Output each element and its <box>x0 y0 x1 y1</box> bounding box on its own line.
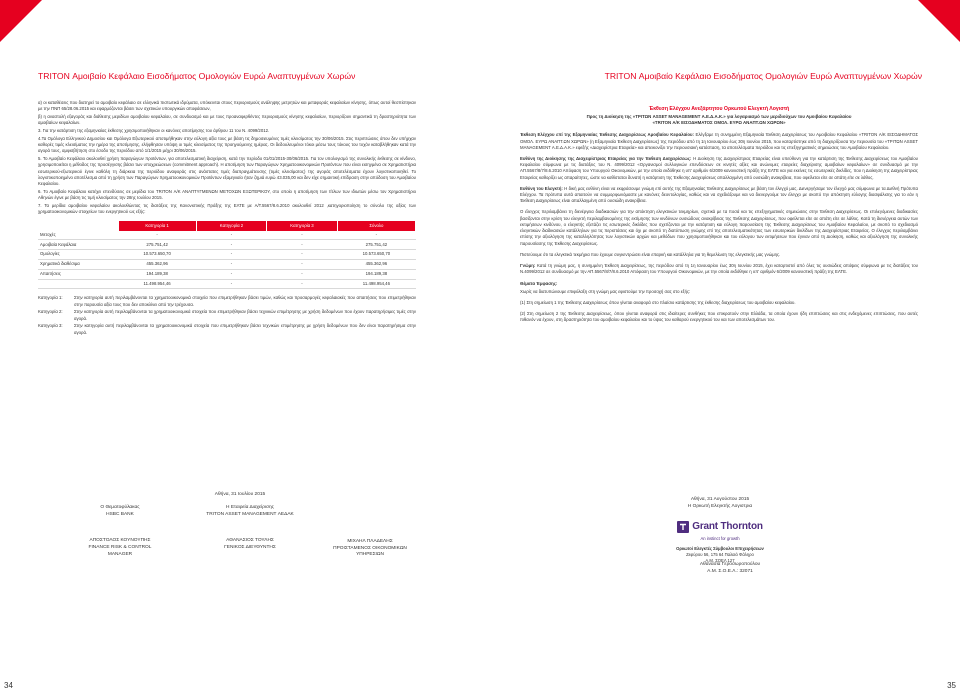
auditor-role: Η Ορκωτή Ελεγκτής Λογιστρια <box>687 503 753 509</box>
auditor-name: Αθανασία Γεροσωροπούλου <box>699 562 761 567</box>
table-row <box>38 231 416 240</box>
report-title: Έκθεση Ελέγχου Ανεξάρτητου Ορκωτού Ελεγκτή Λογιστή <box>648 106 790 112</box>
table-cell: - <box>267 279 338 289</box>
auditor-signature <box>610 562 850 575</box>
spacer <box>300 505 440 519</box>
table-cell: 10.573.650,70 <box>118 250 196 260</box>
corner-accent <box>0 0 42 42</box>
table-cell: - <box>118 231 196 240</box>
row-label: Απαιτήσεις <box>38 269 118 279</box>
table-row <box>38 259 416 269</box>
corner-accent <box>918 0 960 42</box>
note-paragraph: β) η αναστολή εξαγοράς και διάθεσης μεριδίων αμοιβαίου κεφαλαίου, σε συνδυασμό και με τους προαναφερθέντες περιορισμούς κίνησης κεφαλαίων, περιορίζουν σημαντικά τη δραστηριότητα των αμοιβαίων κεφαλαίων. <box>38 114 416 126</box>
report-paragraph <box>520 156 918 181</box>
report-fund: «TRITON Α/Κ ΕΙΣΟΔΗΜΑΤΟΣ ΟΜΟΛ. ΕΥΡΩ ΑΝΑΠΤ.ΩΝ ΧΩΡΩΝ» <box>652 119 786 125</box>
signer-title: ΠΡΟΙΣΤΑΜΕΝΟΣ ΟΙΚΟΝΟΜΙΚΩΝ <box>333 545 407 551</box>
signer-org: HSBC BANK <box>106 511 134 517</box>
column-header: Κατηγορία 2 <box>196 221 267 230</box>
category-definitions <box>38 295 416 336</box>
signer-title: MANAGER <box>107 551 133 557</box>
column-header: Σύνολο <box>337 221 415 230</box>
paragraph-heading: Ευθύνη του Ελεγκτή: <box>520 185 563 191</box>
table-cell: 455.362,96 <box>337 259 415 269</box>
page-number: 35 <box>947 681 956 691</box>
signer-name: ΑΘΑΝΑΣΙΟΣ ΤΟΥΛΗΣ <box>226 538 274 544</box>
table-cell: - <box>267 250 338 260</box>
column-header: Κατηγορία 3 <box>267 221 338 230</box>
signer-role: Ο Θεματοφύλακας <box>100 505 140 510</box>
table-row <box>38 240 416 250</box>
paragraph-heading: Έκθεση Ελέγχου επί της Εξαμηνιαίας Έκθεσης Διαχειρίσεως Αμοιβαίου Κεφαλαίου: <box>520 132 694 138</box>
table-cell: - <box>196 250 267 260</box>
fair-value-table <box>38 221 416 289</box>
finance-signature <box>300 505 440 559</box>
firm-name: Ορκωτοί Ελεγκτές Σύμβουλοι Επιχειρήσεων <box>676 545 764 551</box>
table-cell: 194.189,38 <box>337 269 415 279</box>
signer-title: ΓΕΝΙΚΟΣ ΔΙΕΥΘΥΝΤΗΣ <box>224 545 276 551</box>
category-item <box>38 295 416 307</box>
category-key: Κατηγορία 1: <box>38 295 63 301</box>
notes-column <box>38 100 416 337</box>
paragraph-heading: Ευθύνη της Διοίκησης της Διαχειρίστριας Εταιρείας για την Έκθεση Διαχειρίσεως: <box>520 155 692 161</box>
emphasis-item: (2) Στη σημείωση 2 της Έκθεσης Διαχειρίσεως, όπου γίνεται αναφορά στις ιδιαίτερες συνθήκες που επικρατούν στην Ελλάδα, τα οποία έχουν ήδη επιπτώσεις και στις ενδεχόμενες επιπτώσεις, που αυτές πιθανόν να έχουν, στη δραστηριότητα του αμοιβαίου κεφαλαίου και το ύψος του καθαρού ενεργητικού του και των αποτελεσμάτων του. <box>520 311 918 323</box>
note-paragraph: 7. Τα μερίδια αμοιβαίου κεφαλαίου ακολουθώντας τις διατάξεις της Κανονιστικής Πράξης της ΕΛΤΕ με Α/Τ.5567/8.6.2010 ακολουθεί 2012 ,κατηγοριοποίηση το σύνολο της αξίας των χρηματοοικονομικών στοιχείων του ενεργητικού ως εξής: <box>38 202 416 215</box>
table-cell: - <box>196 259 267 269</box>
note-paragraph: α) οι καταθέσεις που διατηρεί το αμοιβαίο κεφάλαιο σε ελληνικά πιστωτικά ιδρύματα, υπόκεινται στους περιορισμούς ανάληψης μετρητών και μεταφοράς κεφαλαίων κίνησης, όπως αυτοί θεσπίστηκαν με την ΠΝΠ 65/28.06.2015 και εφαρμόζονται βάσει των σχετικών υπουργικών αποφάσεων, <box>38 100 416 112</box>
logo-wordmark: Grant Thornton <box>692 521 763 532</box>
category-key: Κατηγορία 3: <box>38 323 63 329</box>
report-paragraph: Πιστεύουμε ότι τα ελεγκτικά τεκμήρια που έχουμε συγκεντρώσει είναι επαρκή και κατάλληλα για τη θεμελίωση της ελεγκτικής μας γνώμης. <box>520 251 781 257</box>
table-cell: - <box>196 231 267 240</box>
signer-name: ΑΠΟΣΤΟΛΟΣ ΚΟΥΝΟΥΠΗΣ <box>89 538 151 544</box>
company-signature <box>180 505 320 552</box>
table-cell: - <box>267 269 338 279</box>
note-paragraph: 4.Τα Ομόλογα Ελληνικού Δημοσίου και Ομόλογα Εξωτερικού αποτιμήθηκαν στην εύλογη αξία τους με βάση τις δημοσιευμένες τιμές κλεισίματος την 30/06/2015. Στις περιπτώσεις όπου δεν υπήρχαν καθορές τιμές κλεισίματος την ημέρα της αποτίμησης, ελήφθησαν υπόψη οι τιμές κλεισίματος της προηγούμενης ημέρας. Οι δεδουλευμένοι τόκοι μέσω τους τόκους του τυχόν καταβλήθηκαν κατά την αγορά τους, αμφισβήτηση στο έσοδο της περιόδου από 1/1/2015 μέχρι 30/06/2015. <box>38 135 416 154</box>
paragraph-text: Κατά τη γνώμη μας, η συνημμένη Έκθεση Διαχειρίσεως, της περιόδου από τη 1η Ιανουαρίου έως 30η Ιουνίου 2015, έχει καταρτιστεί από όλες τις ουσιώδεις απόψεις σύμφωνα με τις διατάξεις του Ν.4099/2012 σε συνδυασμό με την ΑΠ.5567/8/7/8.6.2010 Απόφαση του Υπουργού Οικονομικών, με την οποία εκδόθηκε η υπ' αριθμόν 6/2009 κανονιστική πράξη της ΕΛΤΕ. <box>520 263 918 275</box>
firm-address: Ζεφύρου 56, 175 64 Παλαιό Φάληρο <box>686 551 754 557</box>
report-heading <box>520 106 918 126</box>
table-cell: 275.751,42 <box>118 240 196 250</box>
report-paragraph <box>520 263 918 275</box>
running-header: TRITON Αμοιβαίο Κεφάλαιο Εισοδήματος Ομολογιών Ευρώ Αναπτυγμένων Χωρών <box>38 71 356 81</box>
logo-tagline: An instinct for growth <box>700 536 740 542</box>
row-label: Μετοχές <box>38 231 118 240</box>
audit-date <box>480 497 960 511</box>
paragraph-text: Η δική μας ευθύνη είναι να εκφράσουμε γνώμη επί αυτής της Εξαμηνιαίας Έκθεσης Διαχειρίσεως με βάση τον έλεγχό μας. Διενεργήσαμε τον έλεγχό μας σύμφωνα με τα Διεθνή Πρότυπα Ελέγχου. Τα πρότυπα αυτά απαιτούν να συμμορφωνόμαστε με κανόνες δεοντολογίας, καθώς και να σχεδιάζουμε και να διενεργούμε τον έλεγχο με σκοπό την απόκτηση εύλογης διασφάλισης για το εάν η Έκθεση Διαχειρίσεως είναι απαλλαγμένη από ουσιώδη ανακρίβεια. <box>520 185 918 204</box>
audit-report <box>520 106 918 329</box>
grant-thornton-mark-icon <box>677 521 689 533</box>
category-text: Στην κατηγορία αυτή περιλαμβάνονται τα χρηματοοικονομικά στοιχεία που επιμετρήθηκαν βάσει τιμών, καθώς και προσαρμογές κεφαλαιακές που απαιτήσεις που επιμετρήθηκαν στην παρουσία αξία τους που δεν αποκλίνει από την τρέχουσα. <box>74 295 416 307</box>
table-row <box>38 250 416 260</box>
signer-role: Η Εταιρεία Διαχείρισης <box>226 505 274 510</box>
report-paragraph <box>520 132 918 151</box>
signer-title: FINANCE RISK & CONTROL <box>88 545 152 551</box>
category-item <box>38 323 416 335</box>
trustee-signature <box>60 505 180 559</box>
table-cell: - <box>337 231 415 240</box>
table-cell: 194.189,38 <box>118 269 196 279</box>
emphasis-item: (1) Στη σημείωση 1 της Έκθεσης Διαχειρίσεως όπου γίνεται αναφορά στο πλαίσιο κατάρτισης της έκθεσης διαχειρίσεως του αμοιβαίου κεφαλαίου. <box>520 299 796 305</box>
row-label: Χρηματικά διαθέσιμα <box>38 259 118 269</box>
column-header: Κατηγορία 1 <box>118 221 196 230</box>
category-text: Στην κατηγορία αυτή περιλαμβάνονται τα χρηματοοικονομικά στοιχεία που επιμετρήθηκαν βάσει τεχνικών επιμέτρησης με χρήση δεδομένων που έχουν παρατηρήσιμες τιμές στην αγορά. <box>74 309 416 321</box>
paragraph-text: Η Διοίκηση της Διαχειρίστριας Εταιρείας είναι υπεύθυνη για την κατάρτιση της Έκθεσης Διαχειρίσεως του Αμοιβαίου Κεφαλαίου σύμφωνα με τις διατάξεις του Ν. 4099/2012 «Οργανισμοί συλλογικών επενδύσεων σε κινητές αξίες και ανώνυμες εταιρείες διαχείρισης αμοιβαίων κεφαλαίων» σε συνδυασμό με την ΑΠ.5567/8/7/8.6.2010 Απόφαση του Υπουργού Οικονομικών, με την οποία εκδόθηκε η υπ' αριθμόν 6/2009 κανονιστική πράξη της ΕΛΤΕ και για εκείνες τις εσωτερικές δικλίδες, που η Διοίκηση της Διαχειρίστριας Εταιρείας καθορίζει ως απαραίτητες, ώστε να καθίσταται δυνατή η κατάρτιση της Έκθεσης Διαχειρίσεως απαλλαγμένη από ουσιώδη ανακρίβεια, που οφείλεται είτε σε απάτη είτε σε λάθος. <box>520 155 918 180</box>
table-cell: - <box>267 231 338 240</box>
table-row <box>38 269 416 279</box>
grant-thornton-logo <box>677 520 763 535</box>
row-label <box>38 279 118 289</box>
table-cell: - <box>267 259 338 269</box>
signer-name: ΜΙΧΑΗΛ ΠΛΑΔΕΛΗΣ <box>347 539 393 544</box>
paragraph-text: Ελέγξαμε τη συνημμένη Εξαμηνιαία Έκθεση Διαχειρίσεως του Αμοιβαίου Κεφαλαίου «TRITON Α/Κ ΕΙΣΟΔΗΜΑΤΟΣ ΟΜΟΛ. ΕΥΡΩ ΑΝΑΠΤ.ΩΝ ΧΩΡΩΝ» (η Εξαμηνιαία Έκθεση Διαχειρίσεως) της περιόδου από τη 1η Ιανουαρίου έως 30η Ιουνίου 2015, που καταρτίστηκε από τη διαχειρίζουσα την περιουσία του «ΤΡΙΤΩΝ ASSET MANAGEMENT Α.Ε.Δ.Α.Κ.» εφεξής «Διαχειρίστρια Εταιρεία» και απεικονίζει την περιουσιακή κατάσταση, τα αποτελέσματα περιόδου και τις επεξηγηματικές σημειώσεις του Αμοιβαίου Κεφαλαίου. <box>520 132 918 150</box>
table-corner <box>38 221 118 230</box>
signer-org: TRITON ASSET MANAGEMENT ΑΕΔΑΚ <box>206 511 294 517</box>
emphasis-title <box>520 281 918 287</box>
signer-title: ΥΠΗΡΕΣΙΩΝ <box>356 552 384 558</box>
page-number: 34 <box>4 681 13 691</box>
emphasis-intro: Χωρίς να διατυπώνουμε επιφύλαξη στη γνώμη μας εφιστούμε την προσοχή σας στο εξής: <box>520 288 691 294</box>
report-addressee: Προς τη Διοίκηση της «ΤΡΙΤΩΝ ASSET MANAGEMENT Α.Ε.Δ.Α.Κ.» για λογαριασμό των μεριδιούχων του Αμοιβαίου Κεφαλαίου <box>586 113 852 119</box>
table-cell: 10.573.650,70 <box>337 250 415 260</box>
running-header: TRITON Αμοιβαίο Κεφάλαιο Εισοδήματος Ομολογιών Ευρώ Αναπτυγμένων Χωρών <box>604 71 922 81</box>
category-key: Κατηγορία 2: <box>38 309 63 315</box>
table-cell: - <box>196 279 267 289</box>
firm-registration: Α.Μ. ΣΟΕΛ 127 <box>705 557 735 563</box>
signing-date: Αθήνα, 31 Ιουλίου 2015 <box>214 492 266 497</box>
category-text: Στην κατηγορία αυτή περιλαμβάνονται τα χρηματοοικονομικά στοιχεία που επιμετρήθηκαν βάσει τεχνικών επιμέτρησης με χρήση δεδομένων που δεν είναι παρατηρήσιμα στην αγορά. <box>74 323 416 335</box>
row-label: Ομολογίες <box>38 250 118 260</box>
emphasis-heading: Θέματα Έμφασης: <box>520 281 558 287</box>
table-cell: 11.498.954,46 <box>118 279 196 289</box>
paragraph-heading: Γνώμη: <box>520 263 536 268</box>
note-paragraph: 3. Για την κατάρτιση της εξαμηνιαίας έκθεσης χρησιμοποιήθηκαν οι κανόνες αποτίμησης του άρθρου 11 του Ν. 4099/2012. <box>38 128 270 134</box>
right-page <box>480 0 960 698</box>
table-cell: - <box>196 240 267 250</box>
table-cell: 11.498.954,46 <box>337 279 415 289</box>
audit-date-text: Αθήνα, 31 Αυγούστου 2015 <box>690 497 750 502</box>
report-paragraph: Ο έλεγχος περιλαμβάνει τη διενέργεια διαδικασιών για την απόκτηση ελεγκτικών τεκμηρίων, σχετικά με τα ποσά και τις επεξηγηματικές σημειώσεις στην Έκθεση Διαχειρίσεως. Οι επιλεγόμενες διαδικασίες βασίζονται στην κρίση του ελεγκτή περιλαμβανομένης της εκτίμησης των κινδύνων ουσιώδους ανακρίβειας της Έκθεσης Διαχειρίσεως, που οφείλεται είτε σε απάτη είτε σε λάθος. Κατά τη διενέργεια αυτών των εκτιμήσεων κινδύνου, ο ελεγκτής εξετάζει τις εσωτερικές δικλίδες που σχετίζονται με την κατάρτιση και εύλογη παρουσίαση της Έκθεσης Διαχειρίσεως του Αμοιβαίου Κεφαλαίου, με σκοπό το σχεδιασμό ελεγκτικών διαδικασιών κατάλληλων για τις περιστάσεις και όχι με σκοπό τη διατύπωση γνώμης επί της αποτελεσματικότητας των εσωτερικών δικλίδων της Διαχειρίστριας Εταιρείας. Ο έλεγχος περιλαμβάνει επίσης την αξιολόγηση της καταλληλότητας των λογιστικών αρχών και μεθόδων που χρησιμοποιήθηκαν και του εύλογου των εκτιμήσεων που έγιναν από τη Διοίκηση, καθώς και αξιολόγηση της συνολικής παρουσίασης της Έκθεσης Διαχειρίσεως. <box>520 209 918 246</box>
table-cell: - <box>267 240 338 250</box>
note-paragraph: 6. Το Αμοιβαίο Κεφάλαιο κατέχει επενδύσεις σε μερίδια του TRITON Α/Κ ΑΝΑΠΤΥΓΜΕΝΩΝ ΜΕΤΟΧΩΝ ΕΞΩΤΕΡΙΚΟΥ, στο οποίο η αποτίμηση των τίτλων των ιδιωτών μέσω τον Χρηματιστήριο Αθηνών έγινε με βάση τις τιμή κλεισίματος την 28ης Ιουλίου 2015. <box>38 188 416 201</box>
table-cell: 455.362,96 <box>118 259 196 269</box>
auditor-firm-block <box>480 520 960 563</box>
auditor-registration: Α.Μ. Σ.Ο.Ε.Λ.: 32071 <box>707 568 753 574</box>
note-paragraph: 5. Το Αμοιβαίο Κεφάλαιο ακολουθεί χρήση παραγώγων προϊόντων, για αποτελεσματική διαχείριση, κατά την περίοδο 01/01/2015-30/06/2015. Για τον υπολογισμό της συνολικής έκθεσης σε κίνδυνο, χρησιμοποιείται η μέθοδος της προσέγγισης βάσει των υποχρεώσεων (commitment approach). Η αποτίμηση των Παραγώγων Χρηματοοικονομικών Προϊόντων που είναι εισηγμένα σε Χρηματιστήρια εσωτερικού-εξωτερικού έγινε καθόλη τη διάρκεια της περιόδου αναφοράς στις ανάστατες τιμές διαπραγμάτευσης (τιμές κλεισίματος) της αγοράς αποτελέσματα έχουν λογιστικοποιηθεί. Το λογιστικοποιημένο αποτέλεσμα από τη χρήση των Παραγώγων Χρηματοοικονομικών Προϊόντων εξαμηνιαίο ήταν ζημιά ευρώ 43.035,00 και δεν είχε σημαντική επίδραση στην απόδοση του Αμοιβαίου Κεφαλαίου. <box>38 156 416 186</box>
report-paragraph <box>520 186 918 205</box>
row-label: Αμοιβαία Κεφάλαια <box>38 240 118 250</box>
table-cell: 275.751,42 <box>337 240 415 250</box>
category-item <box>38 309 416 321</box>
table-cell: - <box>196 269 267 279</box>
table-total-row <box>38 279 416 289</box>
